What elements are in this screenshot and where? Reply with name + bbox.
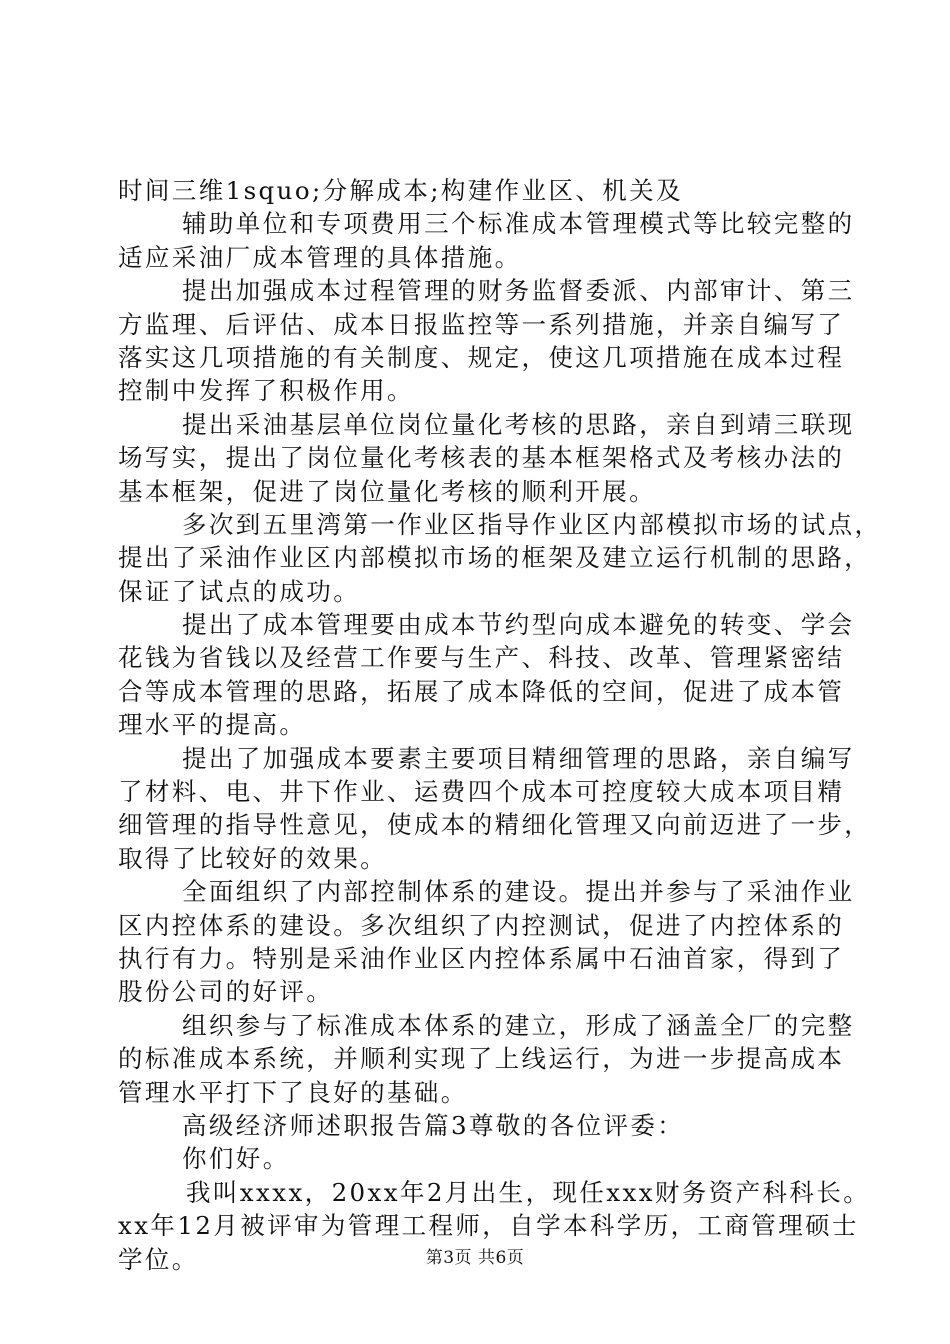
text-line: 适应采油厂成本管理的具体措施。: [118, 242, 522, 272]
text-line: 提出了加强成本要素主要项目精细管理的思路，亲自编写: [182, 743, 855, 773]
text-line: 了材料、电、井下作业、运费四个成本可控度较大成本项目精: [118, 777, 845, 807]
text-line: 场写实，提出了岗位量化考核表的基本框架格式及考核办法的: [118, 443, 845, 473]
text-line: 提出了采油作业区内部模拟市场的框架及建立运行机制的思路，: [118, 543, 872, 573]
text-line: 提出了成本管理要由成本节约型向成本避免的转变、学会: [182, 610, 855, 640]
text-line: 执行有力。特别是采油作业区内控体系属中石油首家，得到了: [118, 943, 845, 973]
text-line: 花钱为省钱以及经营工作要与生产、科技、改革、管理紧密结: [118, 643, 845, 673]
text-line: 你们好。: [182, 1144, 290, 1174]
text-line: 的标准成本系统，并顺利实现了上线运行，为进一步提高成本: [118, 1044, 845, 1074]
text-line: 提出采油基层单位岗位量化考核的思路，亲自到靖三联现: [182, 409, 855, 439]
text-line: 取得了比较好的效果。: [118, 843, 387, 873]
text-line: 辅助单位和专项费用三个标准成本管理模式等比较完整的: [182, 209, 855, 239]
text-line: 保证了试点的成功。: [118, 576, 361, 606]
text-line: 理水平的提高。: [118, 710, 307, 740]
text-line: 时间三维1squo;分解成本;构建作业区、机关及: [118, 176, 683, 205]
text-line: 细管理的指导性意见，使成本的精细化管理又向前迈进了一步，: [118, 810, 872, 840]
section-heading-line: 高级经济师述职报告篇3尊敬的各位评委：: [182, 1110, 685, 1140]
text-line: 我叫xxxx，20xx年2月出生，现任xxx财务资产科科长。: [186, 1177, 871, 1207]
text-line: 落实这几项措施的有关制度、规定，使这几项措施在成本过程: [118, 342, 845, 372]
text-line: 合等成本管理的思路，拓展了成本降低的空间，促进了成本管: [118, 676, 845, 706]
text-line: 方监理、后评估、成本日报监控等一系列措施，并亲自编写了: [118, 309, 845, 339]
text-line: 管理水平打下了良好的基础。: [118, 1077, 468, 1107]
text-line: 多次到五里湾第一作业区指导作业区内部模拟市场的试点，: [182, 509, 882, 539]
text-line: 控制中发挥了积极作用。: [118, 376, 414, 406]
text-line: 提出加强成本过程管理的财务监督委派、内部审计、第三: [182, 276, 855, 306]
text-line: 组织参与了标准成本体系的建立，形成了涵盖全厂的完整: [182, 1010, 855, 1040]
text-line: 股份公司的好评。: [118, 977, 334, 1007]
page-number-footer: 第3页 共6页: [425, 1248, 525, 1268]
text-line: xx年12月被评审为管理工程师，自学本科学历，工商管理硕士: [118, 1211, 859, 1241]
document-body: [118, 174, 882, 1276]
text-line: 全面组织了内部控制体系的建设。提出并参与了采油作业: [182, 877, 855, 907]
text-line: 基本框架，促进了岗位量化考核的顺利开展。: [118, 476, 656, 506]
text-line: 区内控体系的建设。多次组织了内控测试，促进了内控体系的: [118, 910, 845, 940]
text-line: 学位。: [118, 1244, 199, 1274]
